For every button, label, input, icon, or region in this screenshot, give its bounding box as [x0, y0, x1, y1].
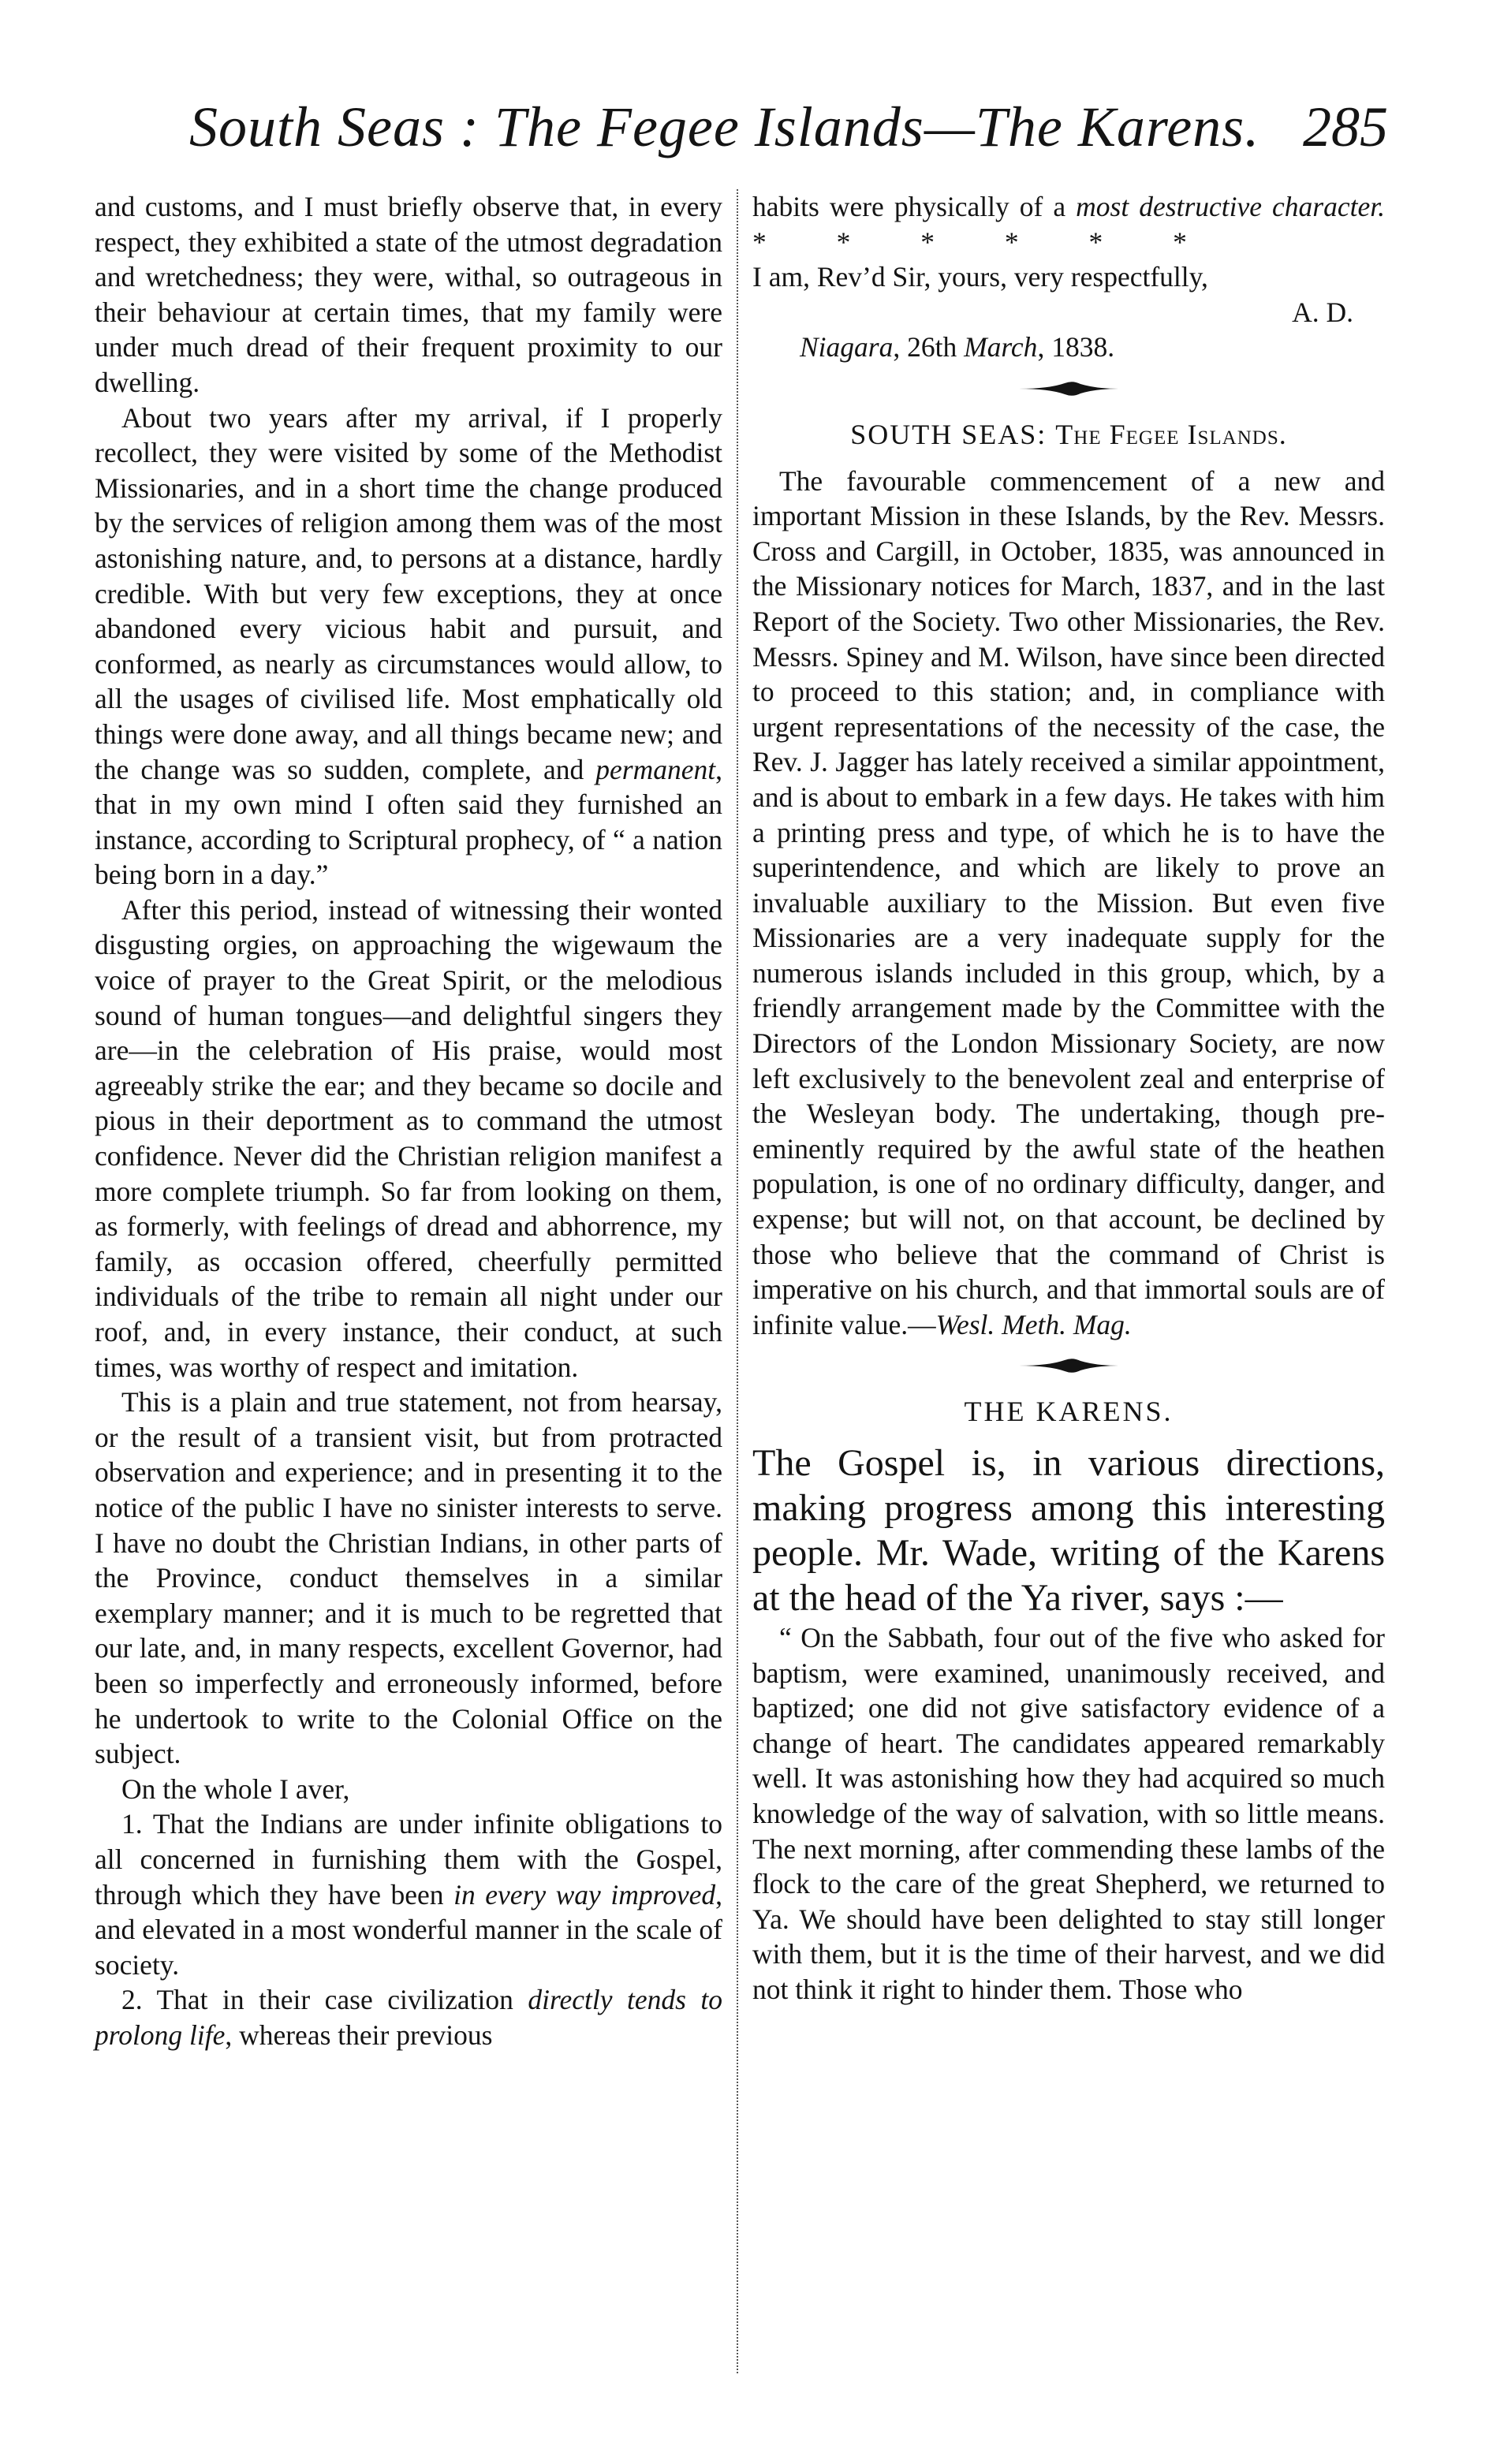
paragraph: and customs, and I must briefly observe that, in every respect, they exhibited a state of the utmost degradation and wretchedness; they were, withal, so outrageous in their behaviour at certain times, that my family were under much dread of their frequent proximity to our dwelling. — [95, 191, 722, 398]
paragraph: “ On the Sabbath, four out of the five who asked for baptism, were examined, unanimously received, and baptized; one did not give satisfactory evidence of a change of heart. The candidates appeared remarkably well. It was astonishing how they had acquired so much knowledge of the way of salvation, with so little means. The next morning, after commending these lambs of the flock to the care of the great Shepherd, we returned to Ya. We should have been delighted to stay still longer with them, but it is the time of their harvest, and we did not think it right to hinder them. Those who — [752, 1622, 1385, 2005]
column-divider — [737, 189, 738, 2373]
running-title: South Seas : The Fegee Islands—The Karens. — [189, 95, 1260, 158]
intro-paragraph: The Gospel is, in various directions, making progress among this interesting people. Mr. Wade, writing of the Karens at the head of the Ya river, says :— — [752, 1442, 1385, 1619]
page-header — [189, 95, 1388, 166]
paragraph: On the whole I aver, — [121, 1773, 350, 1805]
numbered-paragraph: 2. That in their case civilization directly tends to prolong life, whereas their previous — [95, 1984, 723, 2051]
paragraph: This is a plain and true statement, not from hearsay, or the result of a transient visit, but from protracted observation and experience; and in presenting it to the notice of the public I have no sinister interests to serve. I have no doubt the Christian Indians, in other parts of the Province, conduct themselves in a similar exemplary manner; and it is much to be regretted that our late, and, in many respects, excellent Governor, had been so imperfectly and erroneously informed, before he undertook to write to the Colonial Office on the subject. — [95, 1386, 722, 1770]
paragraph: The favourable commencement of a new and important Mission in these Islands, by the Rev. Messrs. Cross and Cargill, in October, 1835, was announced in the Missionary notices for March, 1837, and in the last Report of the Society. Two other Missionaries, the Rev. Messrs. Spiney and M. Wilson, have since been directed to proceed to this station; and, in compliance with urgent representations of the necessity of the case, the Rev. J. Jagger has lately received a similar appointment, and is about to embark in a few days. He takes with him a printing press and type, of which he is to have the superintendence, and which are likely to prove an invaluable auxiliary to the Mission. But even five Missionaries are a very inadequate supply for the numerous islands included in this group, which, by a friendly arrangement made by the Committee with the Directors of the London Missionary Society, are now left exclusively to the benevolent zeal and enterprise of the Wesleyan body. The undertaking, though pre-eminently required by the awful state of the heathen population, is one of no ordinary difficulty, danger, and expense; but will not, on that account, be declined by those who believe that the command of Christ is imperative on his church, and that immortal souls are of infinite value.—Wesl. Meth. Mag. — [752, 464, 1385, 1340]
asterism: * * * * * * — [752, 226, 1218, 258]
section-heading-fegee-islands: SOUTH SEAS: The Fegee Islands. — [850, 418, 1287, 450]
numbered-paragraph: 1. That the Indians are under infinite obligations to all concerned in furnishing them with the Gospel, through which they have been in every way improved, and elevated in a most wonderful manner in the scale of society. — [95, 1808, 722, 1981]
paragraph: After this period, instead of witnessing their wonted disgusting orgies, on approaching the wigewaum the voice of prayer to the Great Spirit, or the melodious sound of human tongues—and delightful singers they are—in the celebration of His praise, would most agreeably strike the ear; and they became so docile and pious in their deportment as to command the utmost confidence. Never did the Christian religion manifest a more complete triumph. So far from looking on them, as formerly, with feelings of dread and abhorrence, my family, as occasion offered, cheerfully permitted individuals of the tribe to remain all night under our roof, and, in every instance, their conduct, at such times, was worthy of respect and imitation. — [95, 893, 722, 1383]
printers-ornament-icon — [1017, 1356, 1120, 1375]
letter-initials: A. D. — [1292, 296, 1353, 328]
left-column — [95, 189, 722, 2052]
printers-ornament-icon — [1017, 379, 1120, 398]
letter-signoff: I am, Rev’d Sir, yours, very respectfully, — [752, 261, 1208, 293]
section-heading-karens: THE KARENS. — [964, 1396, 1174, 1428]
letter-dateline: Niagara, 26th March, 1838. — [800, 331, 1115, 363]
page-number: 285 — [1303, 95, 1388, 158]
paragraph: habits were physically of a most destructive character. * * * * * * — [752, 191, 1385, 258]
paragraph: About two years after my arrival, if I properly recollect, they were visited by some of the Methodist Missionaries, and in a short time the change produced by the services of religion among them was of the most astonishing nature, and, to persons at a distance, hardly credible. With but very few exceptions, they at once abandoned every vicious habit and pursuit, and conformed, as nearly as circumstances would allow, to all the usages of civilised life. Most emphatically old things were done away, and all things became new; and the change was so sudden, complete, and permanent, that in my own mind I often said they furnished an instance, according to Scriptural prophecy, of “ a nation being born in a day.” — [95, 401, 723, 891]
right-column — [752, 189, 1385, 2007]
